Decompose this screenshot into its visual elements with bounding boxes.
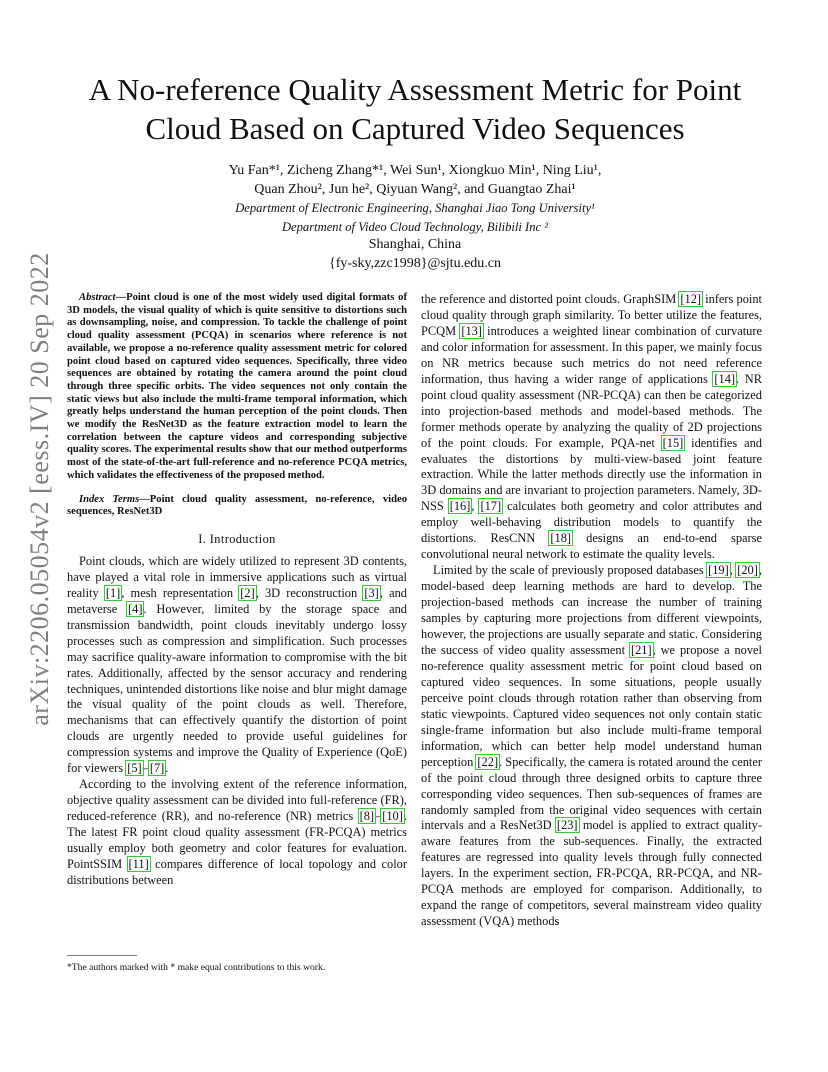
right-column xyxy=(421,292,762,930)
citation-link[interactable]: [14] xyxy=(714,371,736,386)
abstract xyxy=(67,292,407,483)
citation-link[interactable]: [7] xyxy=(149,761,165,776)
citation-link[interactable]: [2] xyxy=(240,585,255,600)
authors-line-2: Quan Zhou², Jun he², Qiyuan Wang², and Guangtao Zhai¹ xyxy=(254,181,576,197)
text-run: , we propose a novel no-reference quality assessment metric for point cloud based on captured video sequences. In some situations, people usually perceive point clouds through rotation rather than observing from static viewpoints. Captured video sequences not only contain static single-frame information but also include multi-frame temporal information, which can better help model understand human perception xyxy=(421,642,762,769)
text-run: calculates both geometry and color attributes and employ well-behaving distribution models to quantify the distortions. ResCNN xyxy=(421,499,763,546)
citation-link[interactable]: [19] xyxy=(708,563,729,578)
text-run: , 3D reconstruction xyxy=(255,585,364,600)
text-run: , model-based deep learning methods are hard to develop. The projection-based methods can increase the number of training samples by capturing more projections from different viewpoints, however, the projections are usually separate and static. Considering the success of video quality assessment xyxy=(421,563,762,657)
citation-link[interactable]: [16] xyxy=(449,499,471,514)
location: Shanghai, China xyxy=(368,237,462,252)
text-run: . However, limited by the storage space and transmission bandwidth, point clouds inevitably undergo lossy processes such as compression and simplification. Such processes may sacrifice quality-aware information to compromise with the bit rates. Additionally, affected by the sensor accuracy and rendering techniques, unintended distortions like noise and blur might damage the visual quality of the point clouds as well. Therefore, mechanisms that can effectively quantify the distortion of point clouds are urgently needed to provide useful guidelines for compression systems and improve the Quality of Experience (QoE) for viewers xyxy=(67,601,407,776)
citation-link[interactable]: [11] xyxy=(128,857,149,872)
abstract-label: Abstract xyxy=(79,292,116,303)
text-run: . The latest FR point cloud quality assessment (FR-PCQA) metrics usually employ both geometry and color features for evaluation. PointSSIM xyxy=(67,809,407,872)
index-terms-label: Index Terms xyxy=(79,493,140,505)
citation-link[interactable]: [4] xyxy=(128,601,143,616)
citation-link[interactable]: [10] xyxy=(382,809,403,824)
footnote xyxy=(67,962,407,974)
citation-link[interactable]: [5] xyxy=(127,761,142,776)
citation-link[interactable]: [12] xyxy=(680,292,702,306)
authors-line-1: Yu Fan*¹, Zicheng Zhang*¹, Wei Sun¹, Xiongkuo Min¹, Ning Liu¹, xyxy=(228,163,602,178)
text-run: , xyxy=(729,563,737,578)
text-run: introduces a weighted linear combination of curvature and color information for assessment. In this paper, we mainly focus on NR metrics because such metrics do not need reference information, thus having a wider range of applications xyxy=(421,323,763,386)
text-run: Point clouds, which are widely utilized to represent 3D contents, have played a vital role in immersive applications such as virtual reality xyxy=(67,553,407,600)
text-run: According to the involving extent of the reference information, objective quality assessment can be divided into full-reference (FR), reduced-reference (RR), and no-reference (NR) metrics xyxy=(67,777,407,824)
intro-paragraph-3 xyxy=(421,292,762,563)
section-heading: I. Introduction xyxy=(198,531,276,546)
text-run: – xyxy=(142,761,149,776)
left-column xyxy=(67,292,407,889)
text-run: model is applied to extract quality-aware features from the sub-sequences. Finally, the extracted features are regressed into quality levels through fully connected layers. In the experiment section, FR-PCQA, RR-PCQA, and NR-PCQA methods are employed for comparison. Additionally, to expand the range of competitors, several mainstream video quality assessment (VQA) methods xyxy=(421,818,762,929)
citation-link[interactable]: [3] xyxy=(364,585,379,600)
paper-title: A No-reference Quality Assessment Metric for Point Cloud Based on Captured Video Sequences xyxy=(88,72,742,146)
citation-link[interactable]: [18] xyxy=(550,531,572,546)
text-run: , mesh representation xyxy=(121,585,240,600)
text-run: the reference and distorted point clouds. GraphSIM xyxy=(421,292,680,306)
text-run: , and metaverse xyxy=(67,585,407,616)
citation-link[interactable]: [8] xyxy=(359,809,375,824)
email: {fy-sky,zzc1998}@sjtu.edu.cn xyxy=(329,255,501,271)
citation-link[interactable]: [17] xyxy=(480,499,502,514)
intro-paragraph-2 xyxy=(67,777,407,889)
index-terms xyxy=(67,494,407,519)
author-block xyxy=(140,162,690,273)
citation-link[interactable]: [20] xyxy=(737,563,758,578)
citation-link[interactable]: [13] xyxy=(461,323,482,338)
affiliation-1: Department of Electronic Engineering, Shanghai Jiao Tong University¹ xyxy=(235,201,595,215)
text-run: – xyxy=(375,809,382,824)
arxiv-id: arXiv:2206.05054v2 [eess.IV] 20 Sep 2022 xyxy=(25,252,54,726)
index-terms-text: —Point cloud quality assessment, no-reference, video sequences, ResNet3D xyxy=(67,493,407,518)
text-run: identifies and evaluates the distortions by multi-view-based joint feature extraction. While the latter methods directly use the information in 3D domains and are invariant to projection parameters. Namely, 3D-NSS xyxy=(421,435,762,514)
citation-link[interactable]: [1] xyxy=(105,585,121,600)
citation-link[interactable]: [22] xyxy=(477,754,499,769)
intro-paragraph-4 xyxy=(421,563,762,930)
affiliation-2: Department of Video Cloud Technology, Bilibili Inc ² xyxy=(281,219,549,234)
intro-paragraph-1 xyxy=(67,554,407,777)
citation-link[interactable]: [21] xyxy=(630,642,652,657)
text-run: . NR point cloud quality assessment (NR-PCQA) can then be categorized into projection-based methods and model-based methods. The former methods operate by analyzing the quality of 2D projections of the point clouds. For example, PQA-net xyxy=(421,371,762,450)
text-run: Limited by the scale of previously proposed databases xyxy=(433,563,708,578)
citation-link[interactable]: [23] xyxy=(556,818,578,833)
text-run: . Specifically, the camera is rotated around the center of the point cloud through three designed orbits to capture three corresponding video sequences. Then sub-sequences of frames are randomly sampled from the original video sequences with certain intervals and a ResNet3D xyxy=(421,754,762,833)
text-run: infers point cloud quality through graph similarity. To better utilize the features, PCQM xyxy=(421,292,762,338)
footnote-rule xyxy=(67,955,137,956)
abstract-text: —Point cloud is one of the most widely used digital formats of 3D models, the visual quality of which is quite sensitive to distortions such as downsampling, noise, and compression. To tackle the challenge of point cloud quality assessment (PCQA) in scenarios where reference is not available, we propose a no-reference quality assessment metric for colored point cloud based on captured video sequences. Specifically, three video sequences are obtained by rotating the camera around the point cloud through three specific orbits. The video sequences not only contain the static views but also include the multi-frame temporal information, which greatly helps understand the human perception of the point clouds. Then we modify the ResNet3D as the feature extraction model to learn the correlation between the capture videos and corresponding subjective quality scores. The experimental results show that our method outperforms most of the state-of-the-art full-reference and no-reference PCQA metrics, which validates the effectiveness of the proposed method. xyxy=(67,292,407,481)
footnote-text: *The authors marked with * make equal contributions to this work. xyxy=(67,962,326,973)
text-run: compares difference of local topology and color distributions between xyxy=(67,857,407,887)
citation-link[interactable]: [15] xyxy=(662,435,684,450)
text-run: . xyxy=(165,761,169,776)
text-run: designs an end-to-end sparse convolutional neural network to estimate the quality levels. xyxy=(421,531,762,562)
text-run: , xyxy=(471,499,480,514)
arxiv-sidebar xyxy=(20,252,60,726)
